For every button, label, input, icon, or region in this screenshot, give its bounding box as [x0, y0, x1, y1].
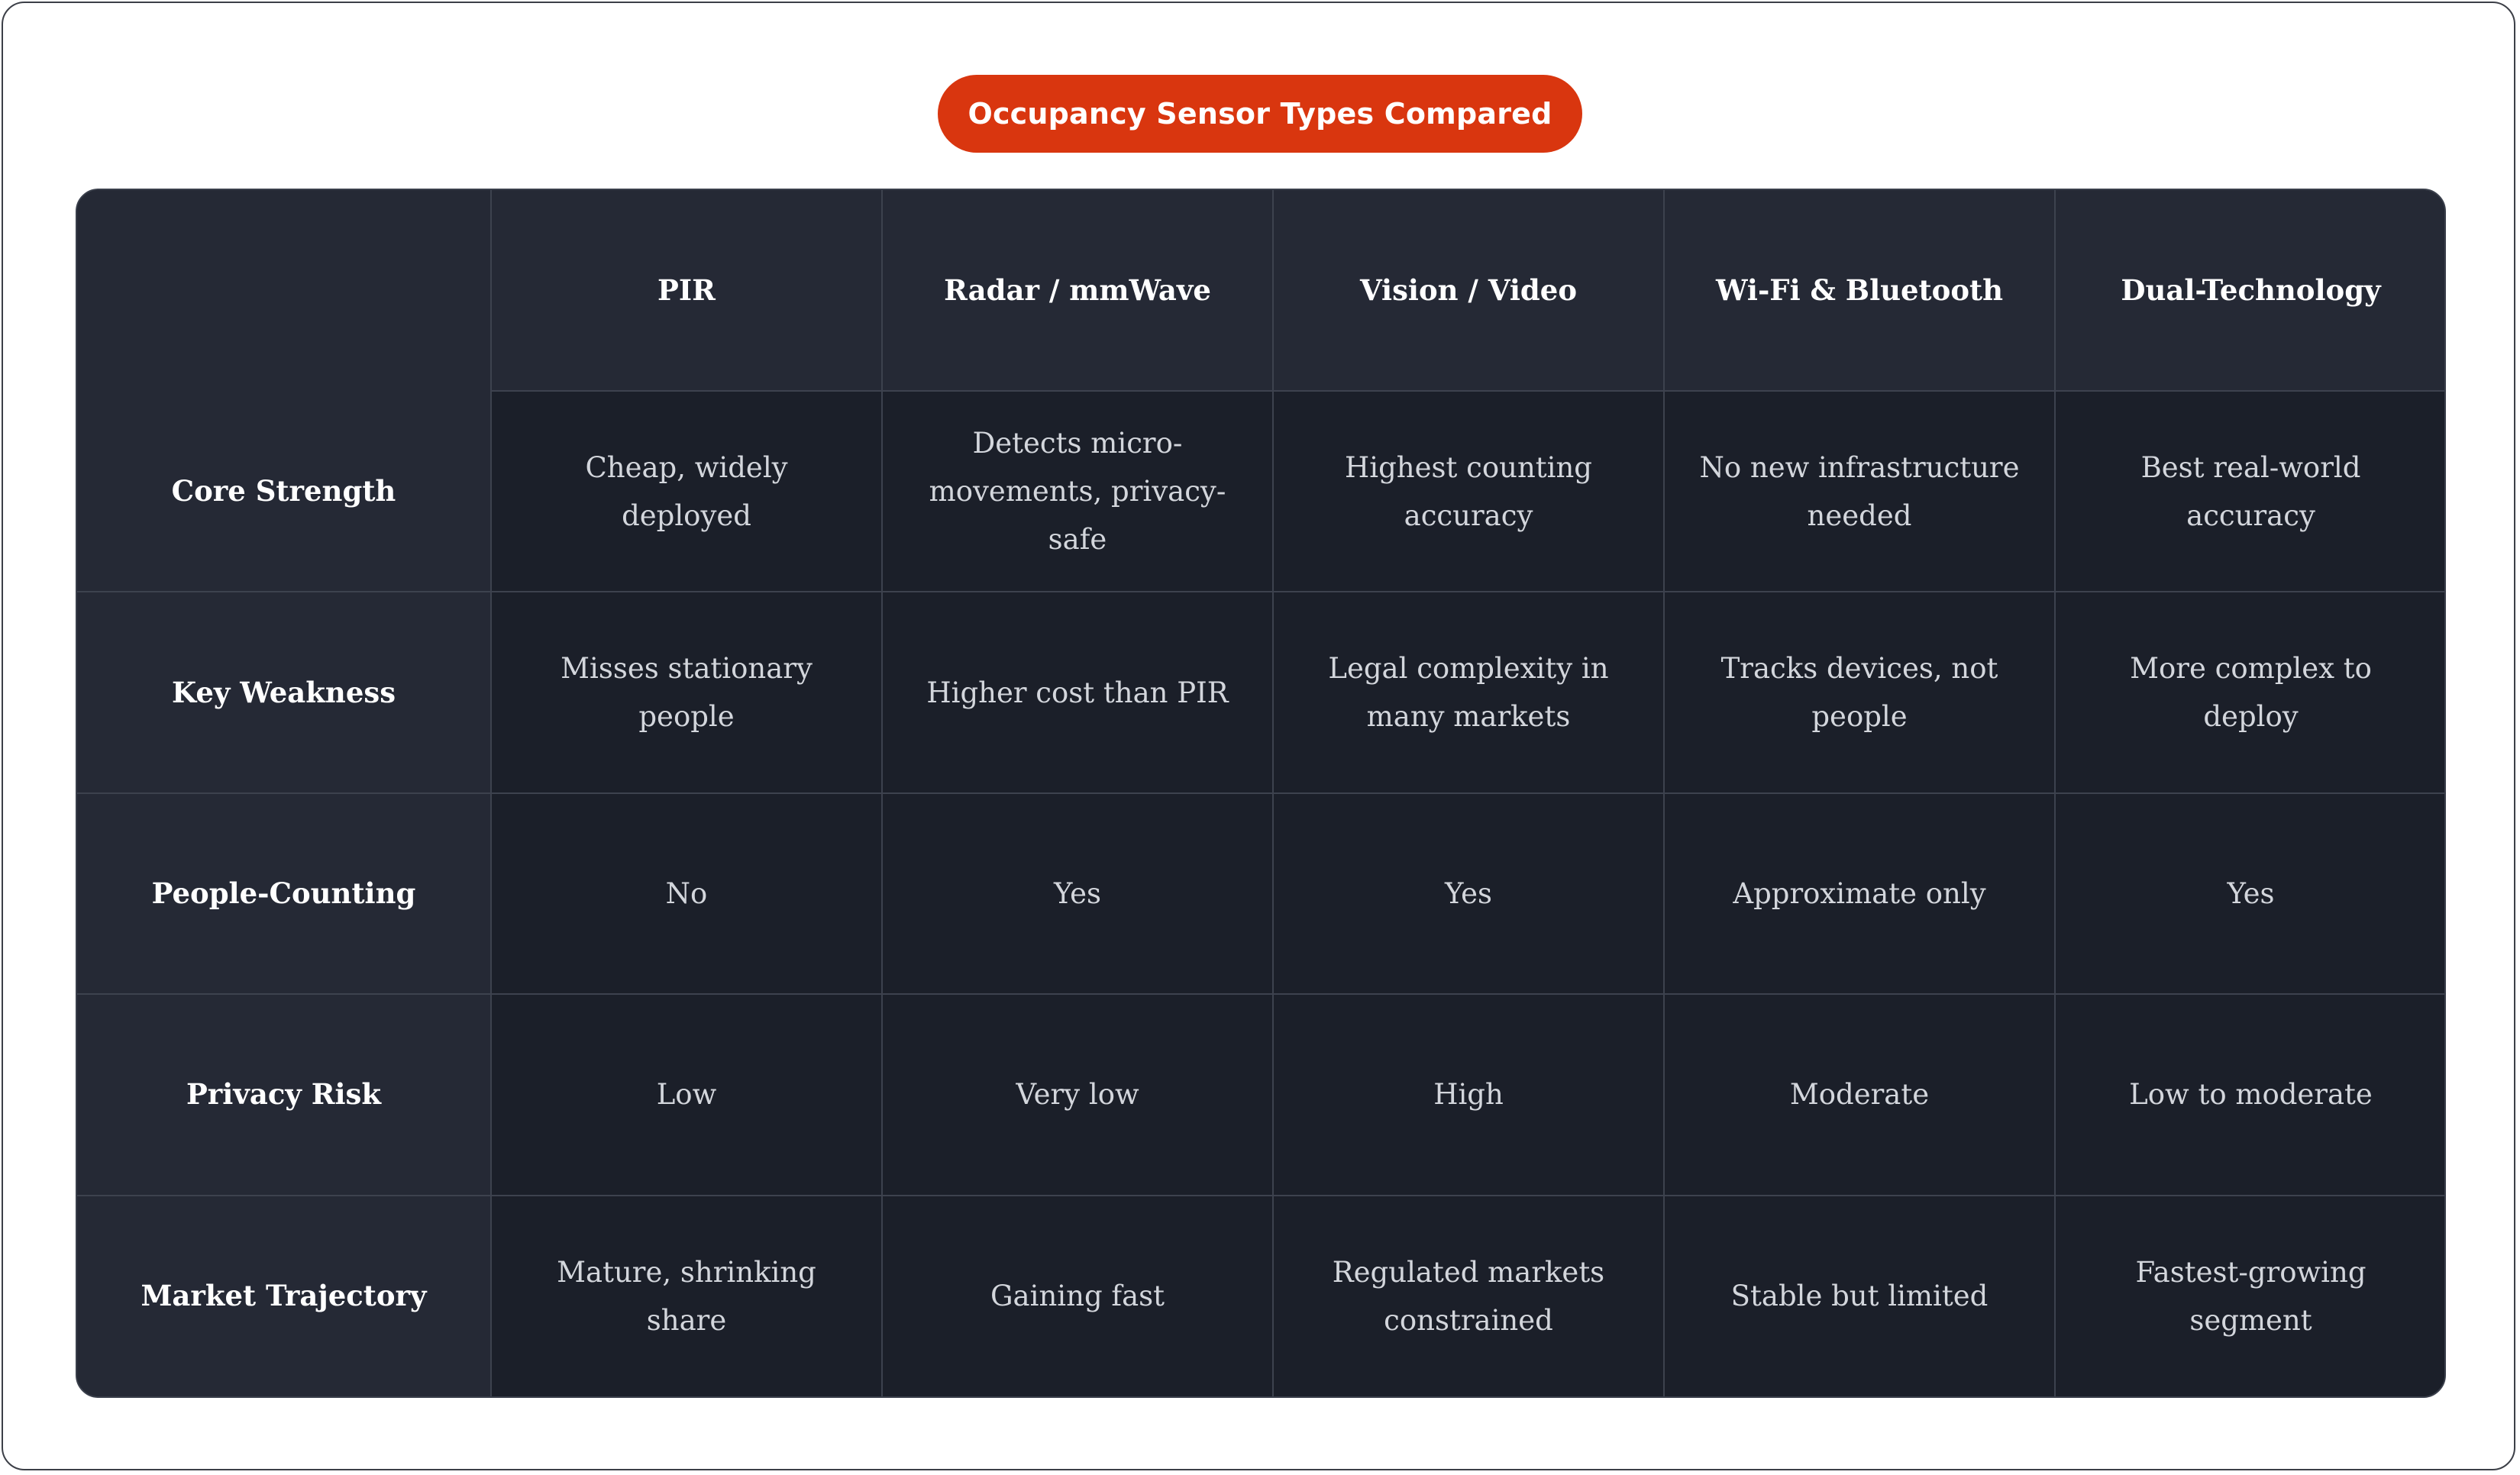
row-label: Key Weakness — [77, 592, 491, 792]
table-row — [77, 994, 2446, 1195]
table-cell: Approximate only — [1664, 793, 2055, 994]
table-row — [77, 1196, 2446, 1396]
column-header-vision: Vision / Video — [1273, 190, 1664, 391]
table-cell: Cheap, widely deployed — [491, 391, 882, 592]
table-cell: No — [491, 793, 882, 994]
table-row — [77, 592, 2446, 792]
title-badge — [938, 75, 1582, 153]
table-cell: Highest counting accuracy — [1273, 391, 1664, 592]
table-cell: Gaining fast — [882, 1196, 1273, 1396]
table-cell: Regulated markets constrained — [1273, 1196, 1664, 1396]
table-cell: More complex to deploy — [2055, 592, 2446, 792]
table-row — [77, 391, 2446, 592]
table-cell: Moderate — [1664, 994, 2055, 1195]
row-label: Core Strength — [77, 391, 491, 592]
table-cell: Detects micro-movements, privacy-safe — [882, 391, 1273, 592]
row-label: Privacy Risk — [77, 994, 491, 1195]
column-header-radar: Radar / mmWave — [882, 190, 1273, 391]
table-cell: Mature, shrinking share — [491, 1196, 882, 1396]
table-cell: Yes — [2055, 793, 2446, 994]
column-header-wifi-bluetooth: Wi-Fi & Bluetooth — [1664, 190, 2055, 391]
table-cell: Misses stationary people — [491, 592, 882, 792]
column-header-pir: PIR — [491, 190, 882, 391]
header-row — [77, 190, 2446, 391]
row-label: People-Counting — [77, 793, 491, 994]
table-cell: Higher cost than PIR — [882, 592, 1273, 792]
table-cell: High — [1273, 994, 1664, 1195]
table-cell: Fastest-growing segment — [2055, 1196, 2446, 1396]
table-cell: Low to moderate — [2055, 994, 2446, 1195]
table-cell: Legal complexity in many markets — [1273, 592, 1664, 792]
table-cell: Yes — [1273, 793, 1664, 994]
row-label: Market Trajectory — [77, 1196, 491, 1396]
corner-cell — [77, 190, 491, 391]
table-cell: Stable but limited — [1664, 1196, 2055, 1396]
table-cell: Tracks devices, not people — [1664, 592, 2055, 792]
table-row — [77, 793, 2446, 994]
table-cell: Yes — [882, 793, 1273, 994]
table-cell: Low — [491, 994, 882, 1195]
table-cell: Very low — [882, 994, 1273, 1195]
table-cell: No new infrastructure needed — [1664, 391, 2055, 592]
comparison-table — [76, 189, 2446, 1398]
page-title: Occupancy Sensor Types Compared — [968, 97, 1552, 131]
column-header-dual-technology: Dual-Technology — [2055, 190, 2446, 391]
table-cell: Best real-world accuracy — [2055, 391, 2446, 592]
